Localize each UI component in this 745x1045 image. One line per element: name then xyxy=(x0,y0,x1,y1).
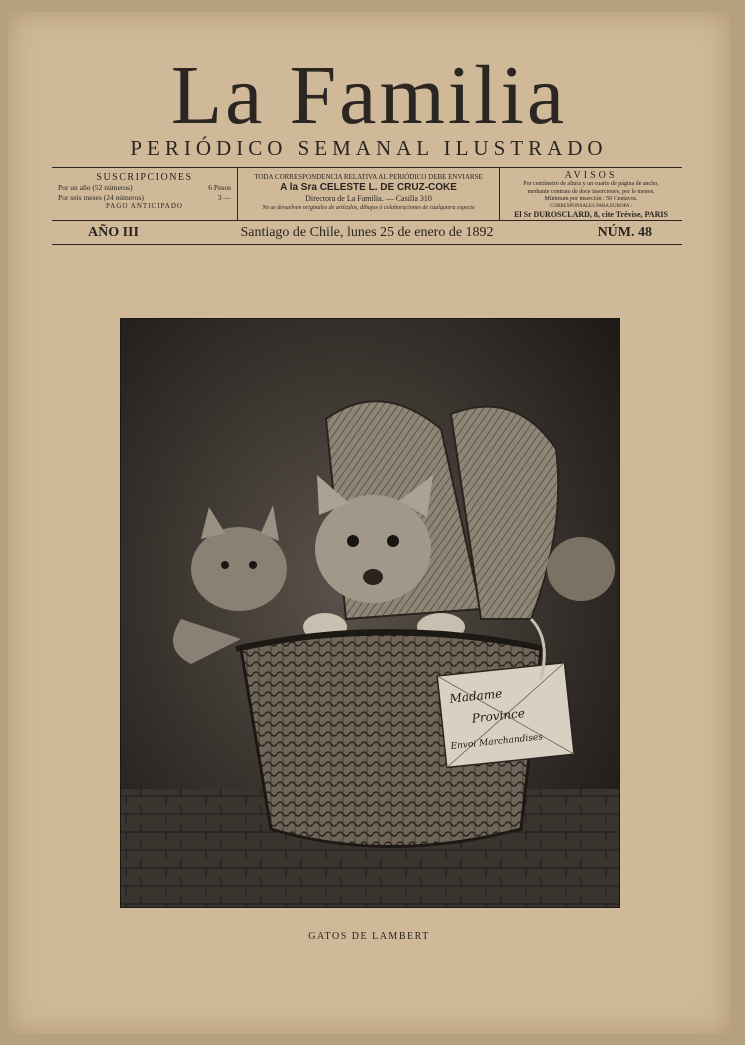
subscription-half-label: Por seis meses (24 números) xyxy=(58,192,144,202)
tag-label-line-3: Envoi Marchandises xyxy=(450,732,544,752)
info-strip xyxy=(52,167,682,221)
issue-number: NÚM. 48 xyxy=(597,225,652,240)
subscription-half-price: 3 — xyxy=(217,192,231,202)
correspondence-note: No se devuelven originales de artículos, dibujos ó colaboraciones de cualquiera especie xyxy=(262,205,475,211)
director-name: A la Sra CELESTE L. DE CRUZ-COKE xyxy=(280,182,457,193)
ads-line-3: Mínimum por inserción : 50 Centavos. xyxy=(544,196,638,202)
subscription-row-year xyxy=(58,183,231,193)
subscriptions-box xyxy=(52,168,238,220)
ads-heading: AVISOS xyxy=(564,170,618,181)
ads-line-1: Por centímetro de altura y un cuarto de página de ancho, xyxy=(523,181,659,187)
ads-line-5: El Sr DUROSCLARD, 8, cite Trévise, PARIS xyxy=(514,209,668,219)
subscription-year-label: Por un año (52 números) xyxy=(58,183,133,192)
subscriptions-heading: SUSCRIPCIONES xyxy=(96,172,193,183)
correspondence-line-1: TODA CORRESPONDENCIA RELATIVA AL PERIÓDICO DEBE ENVIARSE xyxy=(254,173,483,181)
ads-box xyxy=(500,168,682,220)
subscription-row-half xyxy=(58,193,231,203)
dateline xyxy=(52,222,682,245)
illustration-caption: GATOS DE LAMBERT xyxy=(308,931,430,942)
correspondence-box xyxy=(238,168,500,220)
tag-label-line-1: Madame xyxy=(448,686,503,706)
newspaper-page xyxy=(8,12,730,1034)
issue-date: Santiago de Chile, lunes 25 de enero de 1892 xyxy=(240,225,494,240)
tag-label-line-2: Province xyxy=(471,706,526,726)
subscription-year-price: 6 Pesos xyxy=(208,183,231,192)
issue-year: AÑO III xyxy=(88,225,139,240)
director-address: Directora de La Familia. — Casilla 310 xyxy=(305,194,432,203)
engraving-kittens-in-basket xyxy=(120,318,620,908)
subscription-note: PAGO ANTICIPADO xyxy=(106,202,183,210)
ads-line-4: CORRESPONSALES PARA EUROPA : xyxy=(550,203,632,209)
masthead-title: La Familia xyxy=(170,49,568,142)
masthead-subtitle: PERIÓDICO SEMANAL ILUSTRADO xyxy=(130,136,608,160)
ads-line-2: mediante contrato de doce inserciones, por le menos. xyxy=(527,188,655,195)
